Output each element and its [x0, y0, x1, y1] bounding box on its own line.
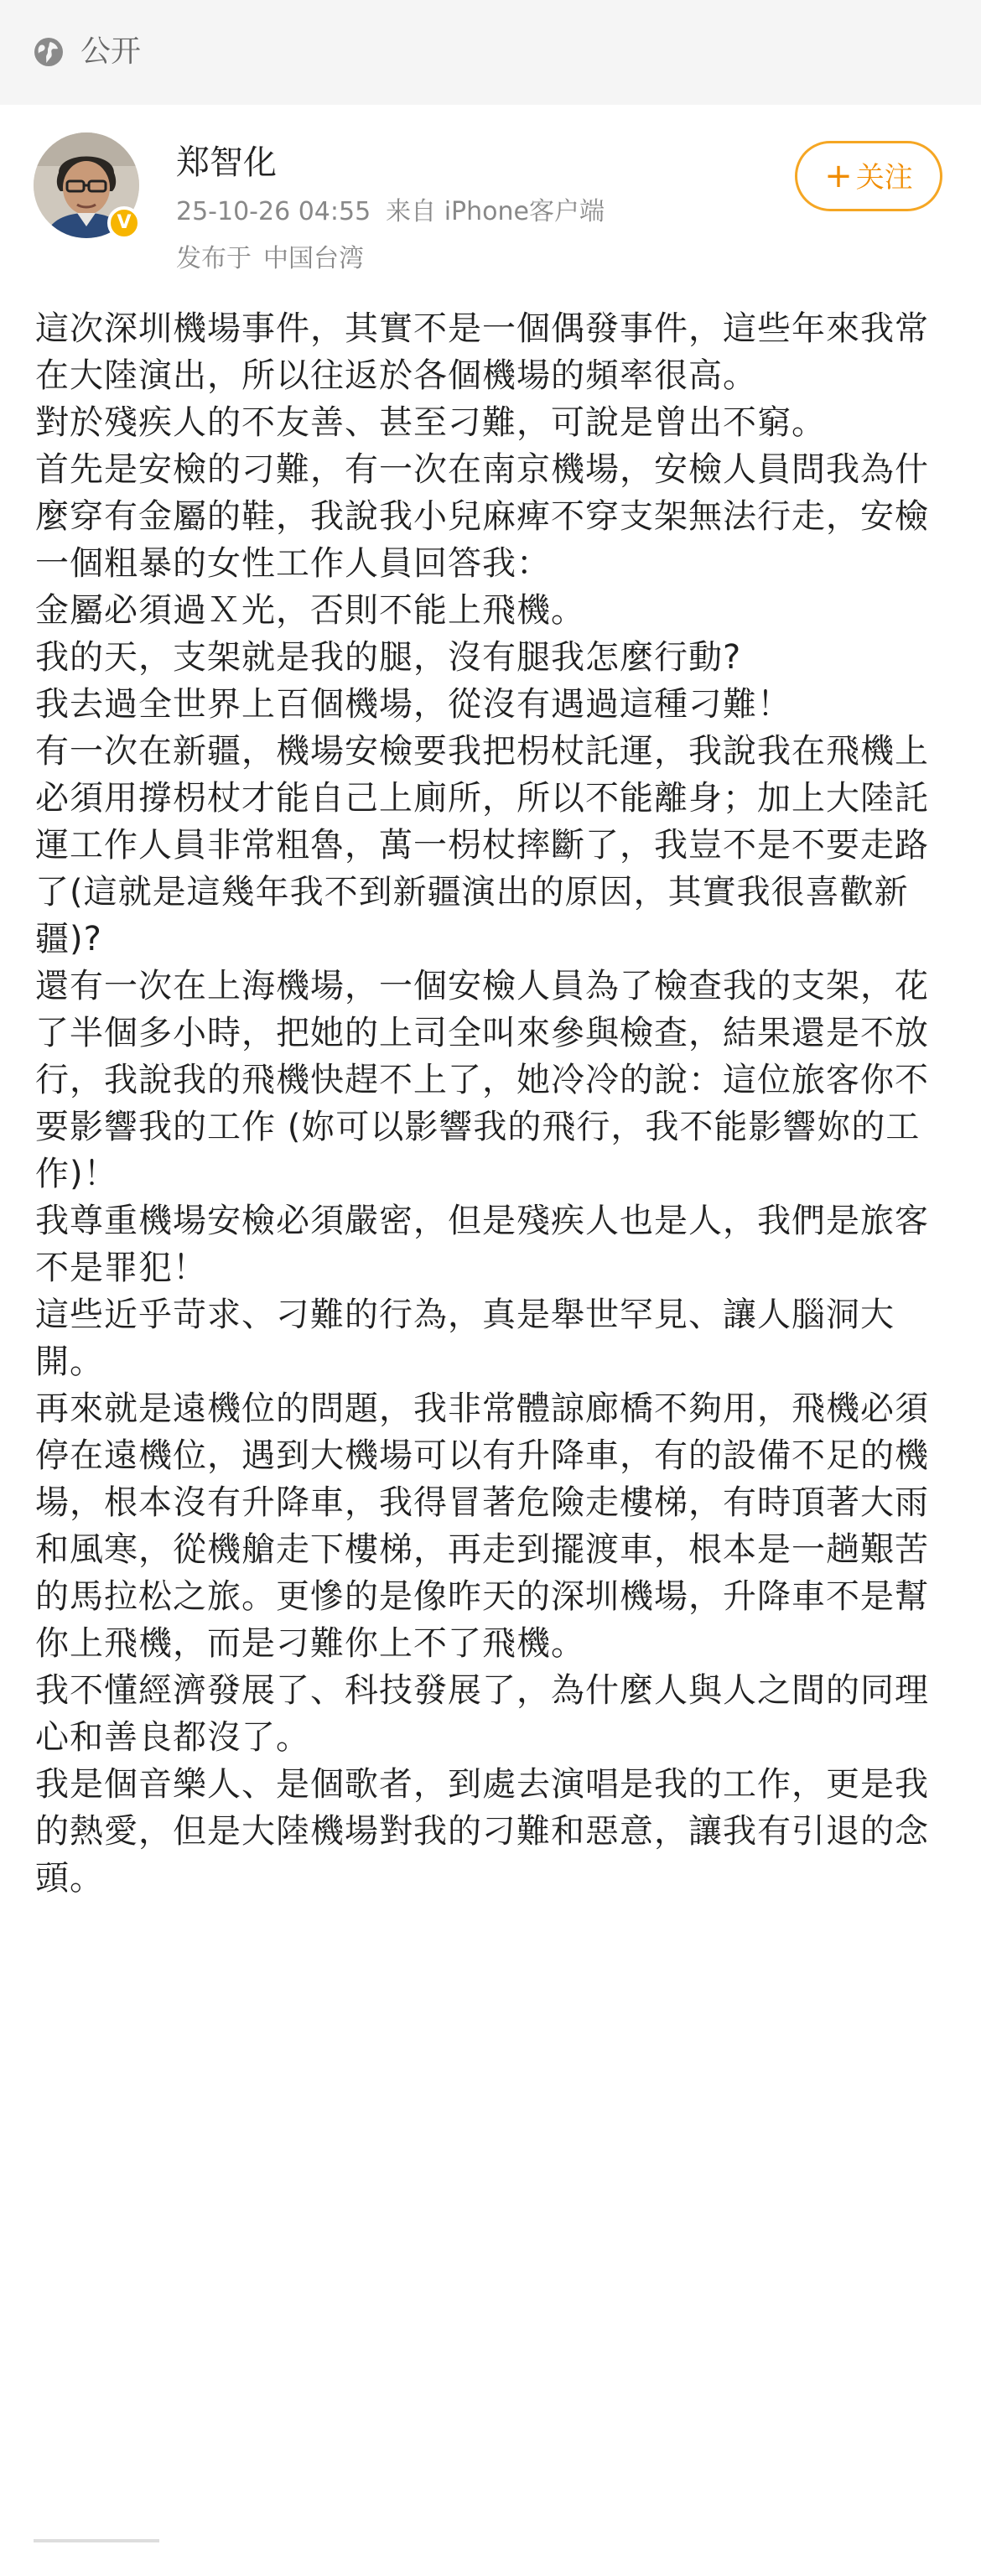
visibility-label: 公开	[80, 34, 142, 69]
globe-icon	[32, 35, 65, 69]
author-name[interactable]: 郑智化	[176, 143, 277, 182]
post-paragraph: 有一次在新疆，機場安檢要我把枴杖託運，我說我在飛機上必須用撐枴杖才能自己上廁所，所以不能離身；加上大陸託運工作人員非常粗魯，萬一枴杖摔斷了，我豈不是不要走路了(這就是這幾年我不到新疆演出的原因，其實我很喜歡新疆)?	[35, 732, 929, 958]
post-paragraph: 這次深圳機場事件，其實不是一個偶發事件，這些年來我常在大陸演出，所以往返於各個機場的頻率很高。	[35, 309, 929, 395]
post-paragraph: 再來就是遠機位的問題，我非常體諒廊橋不夠用，飛機必須停在遠機位，遇到大機場可以有升降車，有的設備不足的機場，根本沒有升降車，我得冒著危險走樓梯，有時頂著大雨和風寒，從機艙走下樓梯，再走到擺渡車，根本是一趟艱苦的馬拉松之旅。更慘的是像昨天的深圳機場，升降車不是幫你上飛機，而是刁難你上不了飛機。	[35, 1389, 929, 1663]
follow-label: 关注	[855, 161, 913, 195]
visibility-bar	[0, 0, 981, 105]
follow-button[interactable]	[795, 141, 942, 211]
post-paragraph: 還有一次在上海機場，一個安檢人員為了檢查我的支架，花了半個多小時，把她的上司全叫來參與檢查，結果還是不放行，我說我的飛機快趕不上了，她冷冷的說：這位旅客你不要影響我的工作 (妳可以影響我的飛行，我不能影響妳的工作)！	[35, 967, 929, 1193]
location-value: 中国台湾	[263, 244, 364, 273]
post-location	[176, 242, 364, 277]
post-source: 来自 iPhone客户端	[386, 197, 605, 226]
post-paragraph: 首先是安檢的刁難，有一次在南京機場，安檢人員問我為什麼穿有金屬的鞋，我說我小兒麻痺不穿支架無法行走，安檢一個粗暴的女性工作人員回答我：	[35, 450, 929, 583]
post-paragraph: 我尊重機場安檢必須嚴密，但是殘疾人也是人，我們是旅客不是罪犯！	[35, 1202, 929, 1287]
post-timestamp: 25-10-26 04:55	[176, 197, 371, 226]
post-body	[35, 305, 949, 1902]
post-meta	[176, 195, 605, 230]
post-paragraph: 我不懂經濟發展了、科技發展了，為什麼人與人之間的同理心和善良都沒了。	[35, 1671, 929, 1757]
post-paragraph: 這些近乎苛求、刁難的行為，真是舉世罕見、讓人腦洞大開。	[35, 1296, 895, 1381]
divider	[34, 2539, 159, 2542]
post-paragraph: 我去過全世界上百個機場，從沒有遇過這種刁難！	[35, 685, 792, 724]
post-paragraph: 金屬必須過Ｘ光，否則不能上飛機。	[35, 591, 585, 630]
plus-icon: +	[824, 157, 853, 195]
location-prefix: 发布于	[176, 244, 252, 273]
post-paragraph: 我是個音樂人、是個歌者，到處去演唱是我的工作，更是我的熱愛，但是大陸機場對我的刁難和惡意，讓我有引退的念頭。	[35, 1765, 929, 1898]
post-paragraph: 對於殘疾人的不友善、甚至刁難，可說是曾出不窮。	[35, 403, 826, 442]
post-paragraph: 我的天，支架就是我的腿，沒有腿我怎麼行動?	[35, 638, 742, 677]
verified-badge-icon: V	[107, 206, 141, 240]
